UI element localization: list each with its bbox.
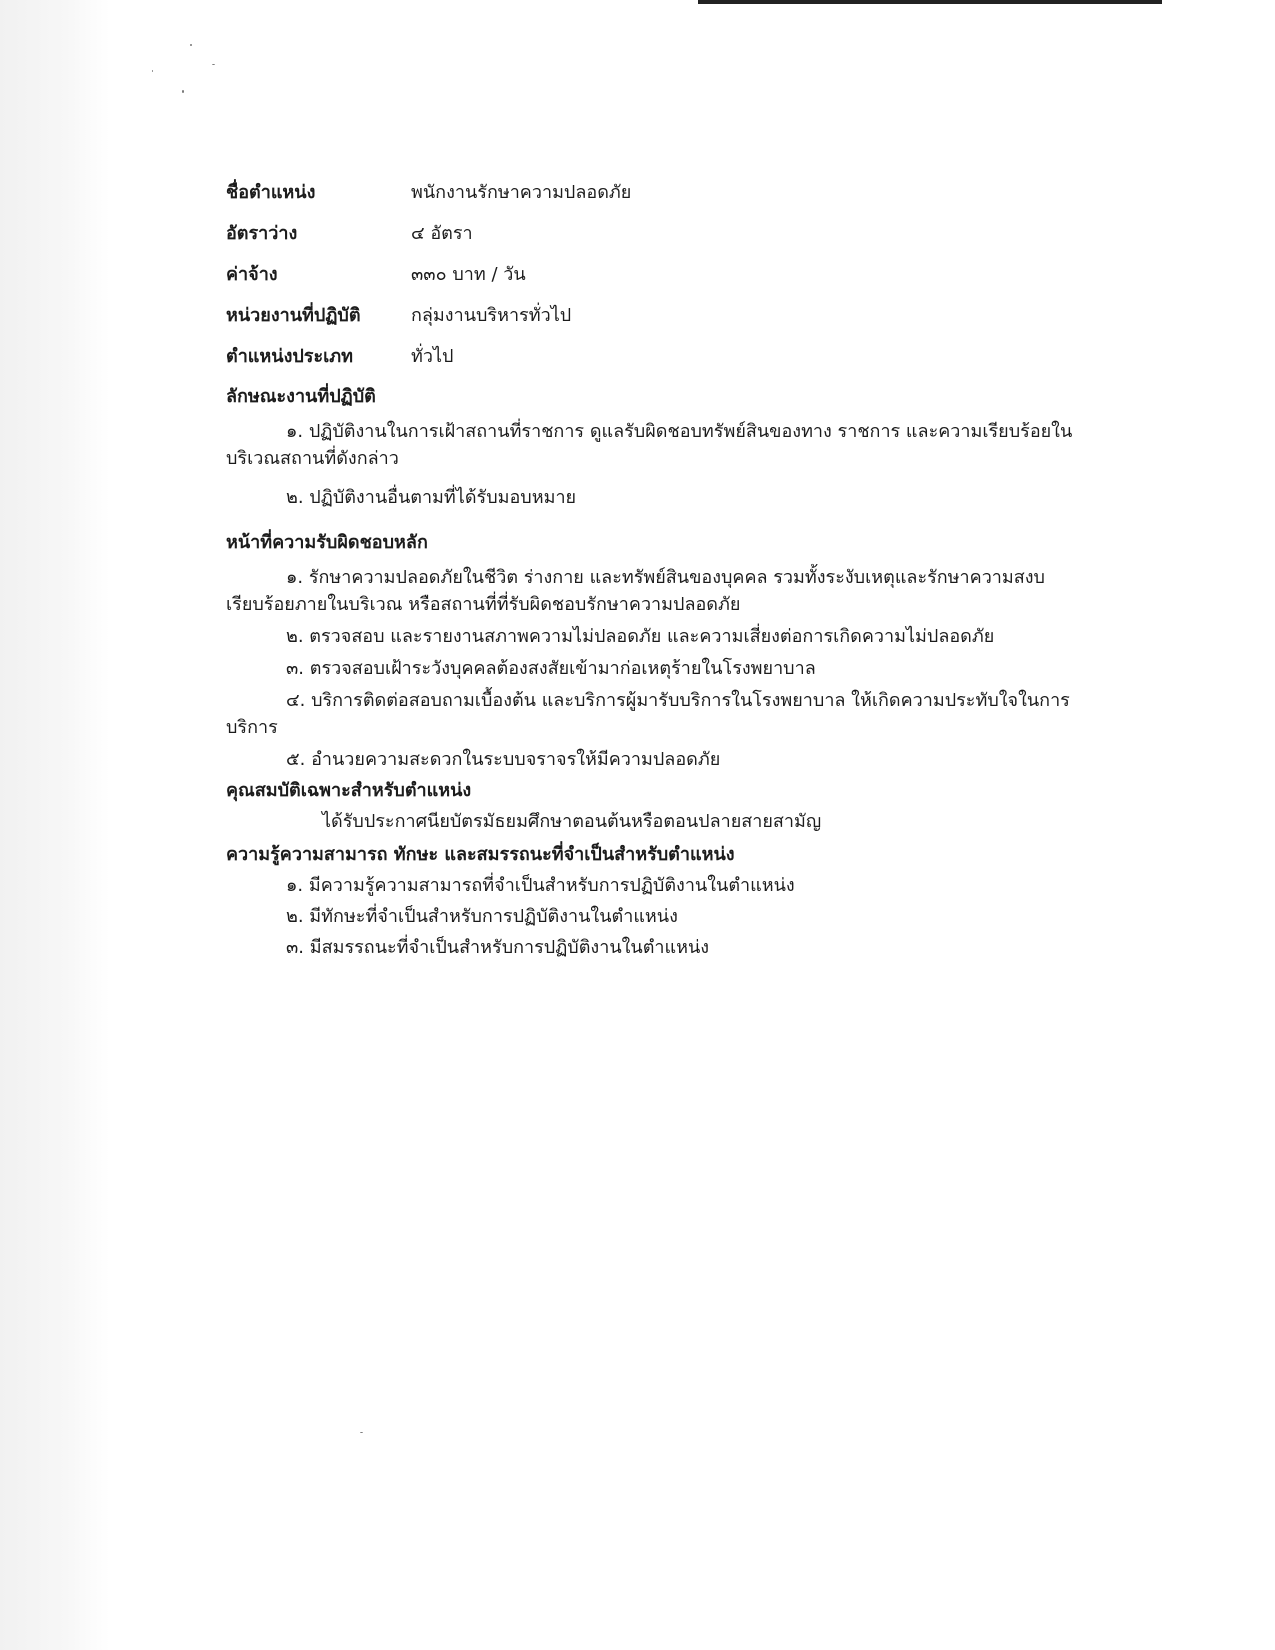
responsibility-item: ๒. ตรวจสอบ และรายงานสภาพความไม่ปลอดภัย และความเสี่ยงต่อการเกิดความไม่ปลอดภัย <box>286 626 995 647</box>
field-label: ชื่อตำแหน่ง <box>226 182 316 203</box>
field-value: กลุ่มงานบริหารทั่วไป <box>411 305 572 326</box>
scan-speck <box>152 70 153 72</box>
duty-item: ๒. ปฏิบัติงานอื่นตามที่ได้รับมอบหมาย <box>286 487 577 508</box>
duty-item: ๑. ปฏิบัติงานในการเฝ้าสถานที่ราชการ ดูแลรับผิดชอบทรัพย์สินของทาง ราชการ และความเรียบร้อยในบริเวณสถานที่ดังกล่าว <box>226 421 1073 469</box>
qualification-text: ได้รับประกาศนียบัตรมัธยมศึกษาตอนต้นหรือตอนปลายสายสามัญ <box>322 811 822 832</box>
competency-item: ๓. มีสมรรถนะที่จำเป็นสำหรับการปฏิบัติงานในตำแหน่ง <box>286 937 710 958</box>
competencies-heading: ความรู้ความสามารถ ทักษะ และสมรรถนะที่จำเป็นสำหรับตำแหน่ง <box>226 844 735 865</box>
field-vacancies <box>226 213 1086 254</box>
responsibilities-heading: หน้าที่ความรับผิดชอบหลัก <box>226 532 428 553</box>
field-position-name <box>226 172 1086 213</box>
top-rule-line <box>698 0 1162 4</box>
responsibility-item: ๑. รักษาความปลอดภัยในชีวิต ร่างกาย และทรัพย์สินของบุคคล รวมทั้งระงับเหตุและรักษาความสงบเรียบร้อยภายในบริเวณ หรือสถานที่ที่รับผิดชอบรักษาความปลอดภัย <box>226 567 1045 615</box>
field-value: พนักงานรักษาความปลอดภัย <box>411 182 632 203</box>
scan-speck <box>190 44 192 46</box>
scan-speck <box>360 1432 363 1433</box>
field-value: ทั่วไป <box>411 346 454 367</box>
responsibility-item: ๔. บริการติดต่อสอบถามเบื้องต้น และบริการผู้มารับบริการในโรงพยาบาล ให้เกิดความประทับใจในการบริการ <box>226 690 1070 738</box>
field-label: ตำแหน่งประเภท <box>226 346 354 367</box>
competency-item: ๒. มีทักษะที่จำเป็นสำหรับการปฏิบัติงานในตำแหน่ง <box>286 906 678 927</box>
field-value: ๓๓๐ บาท / วัน <box>411 264 526 285</box>
field-label: ค่าจ้าง <box>226 264 278 285</box>
qualifications-heading: คุณสมบัติเฉพาะสำหรับตำแหน่ง <box>226 780 472 801</box>
competency-item: ๑. มีความรู้ความสามารถที่จำเป็นสำหรับการปฏิบัติงานในตำแหน่ง <box>286 875 795 896</box>
field-department <box>226 295 1086 336</box>
field-wage <box>226 254 1086 295</box>
job-description-document <box>226 172 1086 965</box>
scan-speck <box>212 64 215 65</box>
field-value: ๔ อัตรา <box>411 223 473 244</box>
duties-heading: ลักษณะงานที่ปฏิบัติ <box>226 386 376 407</box>
scan-edge-shadow <box>0 0 110 1650</box>
field-position-type <box>226 336 1086 377</box>
responsibility-item: ๓. ตรวจสอบเฝ้าระวังบุคคลต้องสงสัยเข้ามาก่อเหตุร้ายในโรงพยาบาล <box>286 658 816 679</box>
scan-speck <box>182 90 184 93</box>
responsibility-item: ๕. อำนวยความสะดวกในระบบจราจรให้มีความปลอดภัย <box>286 749 721 770</box>
field-label: อัตราว่าง <box>226 223 298 244</box>
field-label: หน่วยงานที่ปฏิบัติ <box>226 305 361 326</box>
